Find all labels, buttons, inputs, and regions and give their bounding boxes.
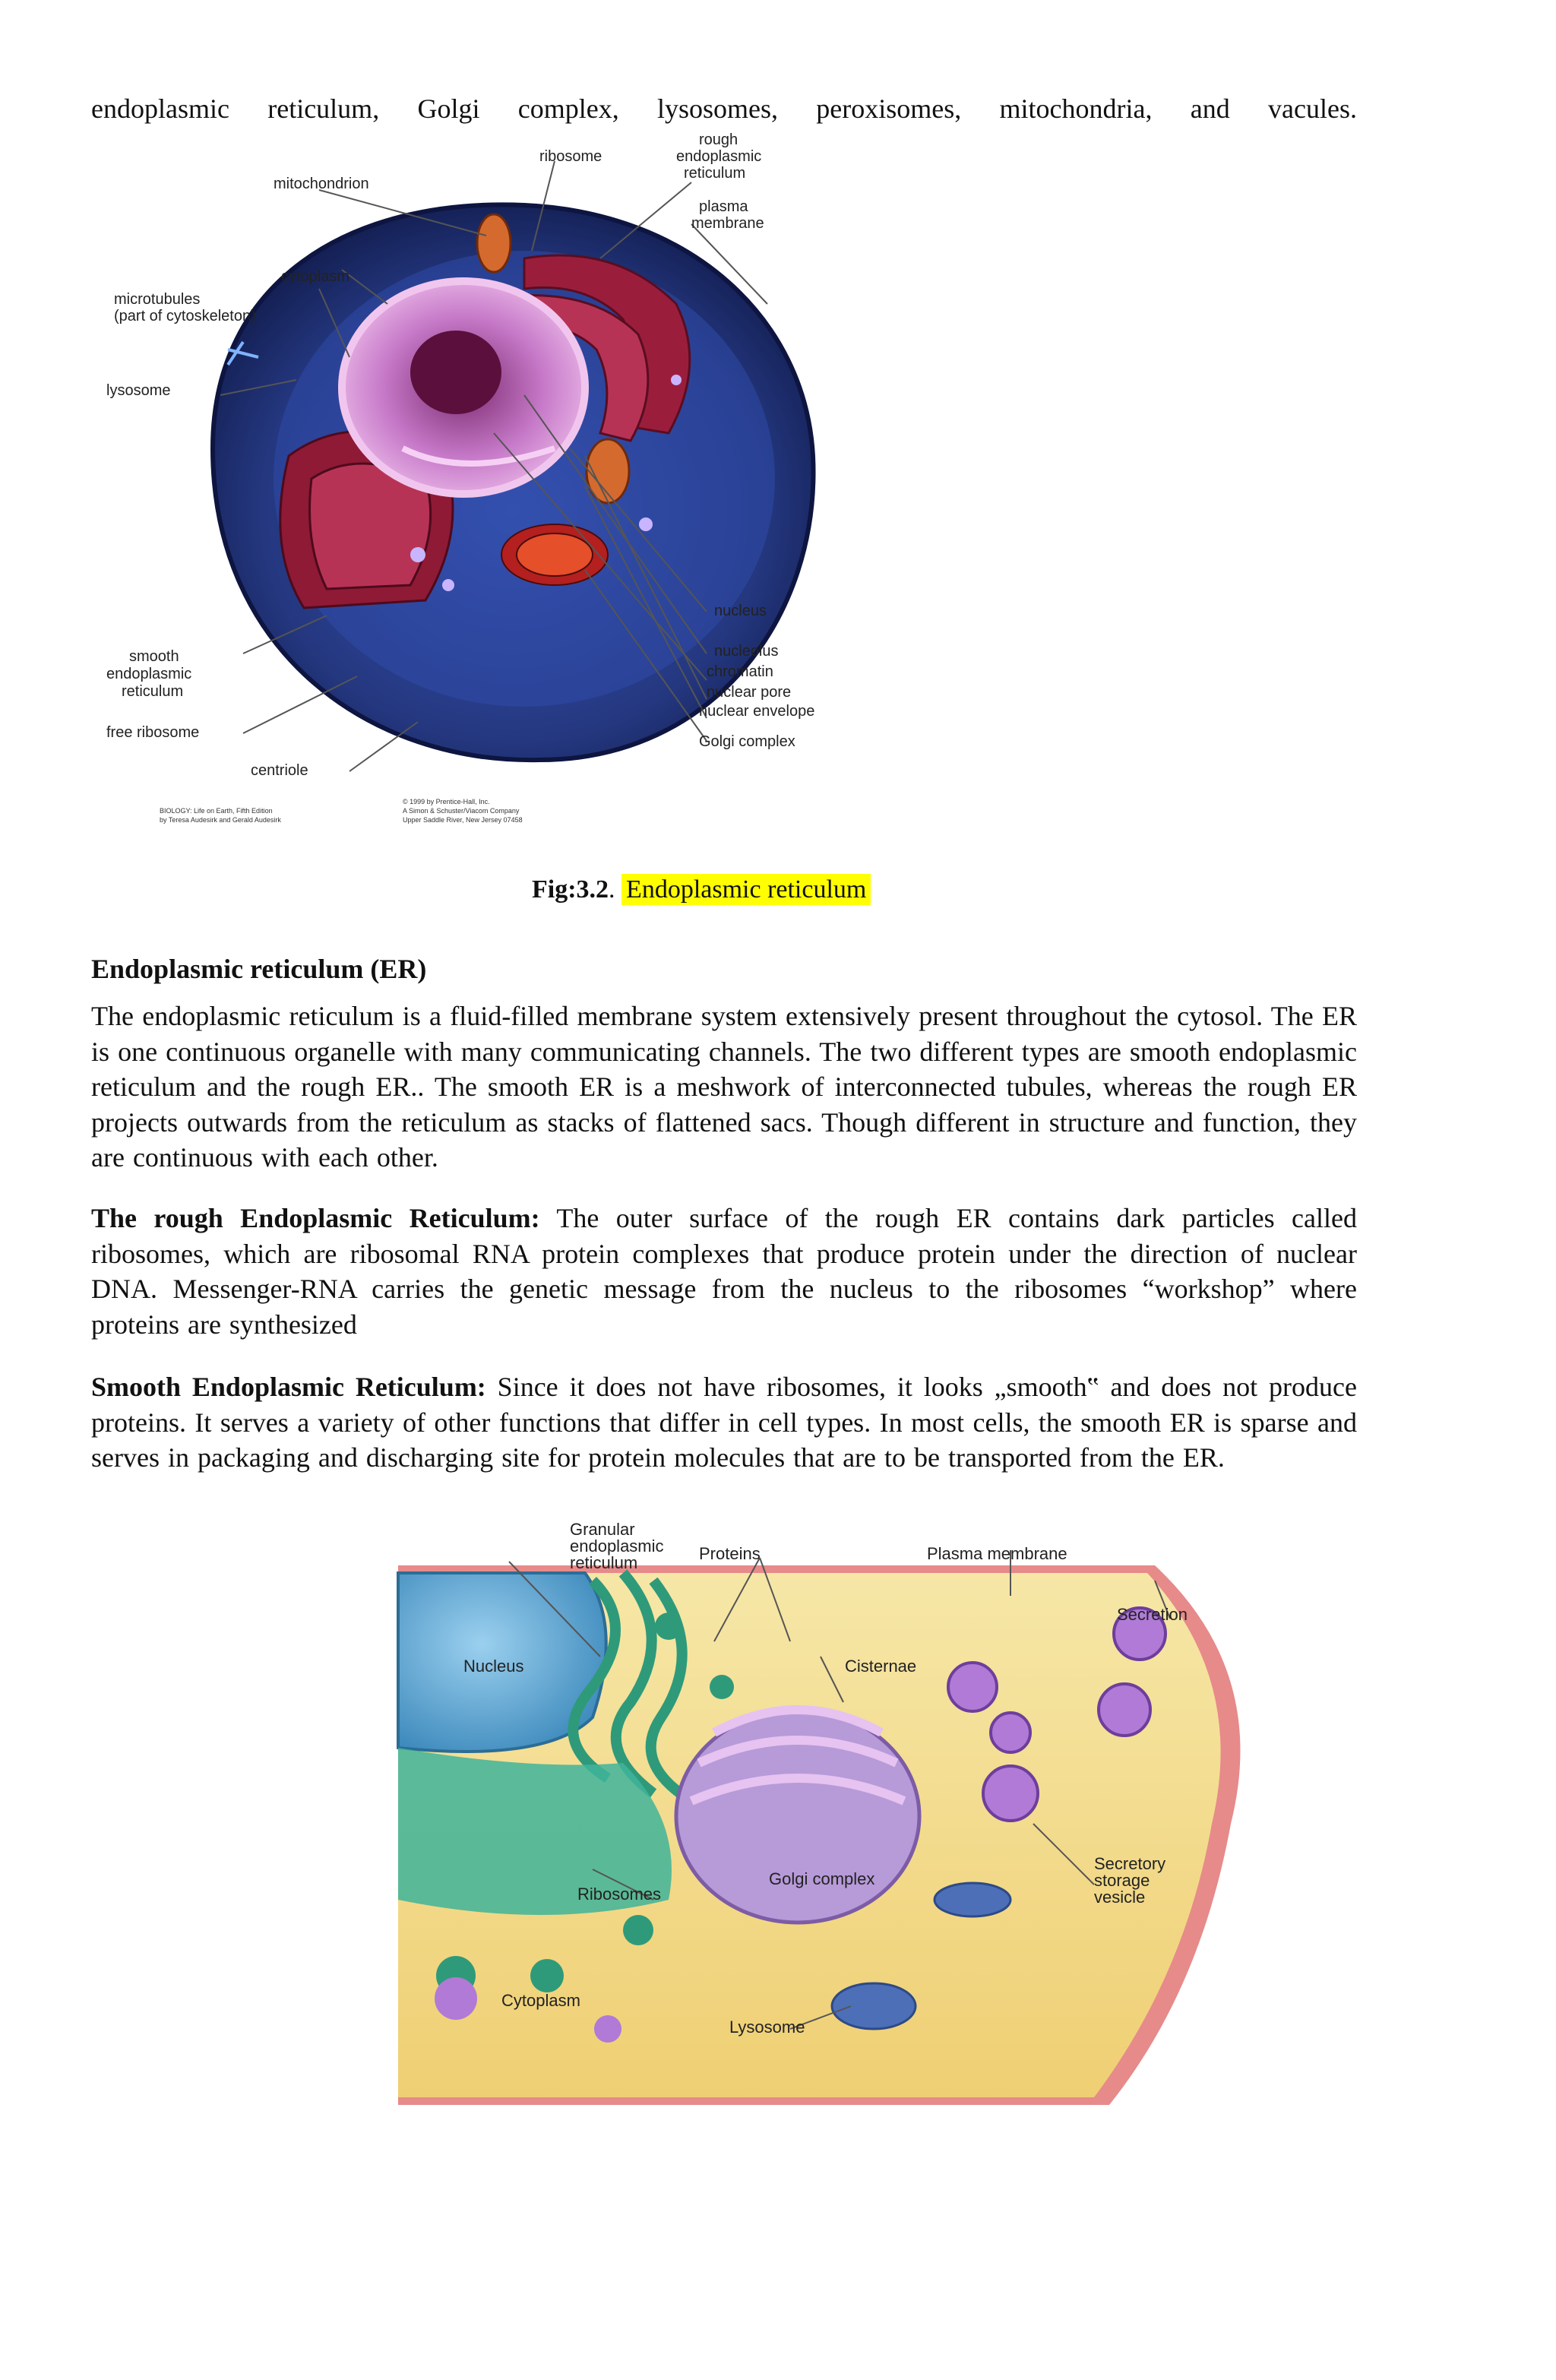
svg-text:Secretion: Secretion <box>1117 1605 1188 1624</box>
nucleus <box>342 281 585 494</box>
top-text-line: endoplasmic reticulum, Golgi complex, lysosomes, peroxisomes, mitochondria, and vacules. <box>91 93 1357 124</box>
secretory-pathway-figure <box>395 1505 1261 2113</box>
svg-text:nucleolus: nucleolus <box>714 643 779 660</box>
svg-text:endoplasmic: endoplasmic <box>570 1537 664 1556</box>
er-paragraph: The endoplasmic reticulum is a fluid-filled membrane system extensively present throughout the cytosol. The ER is one continuous organelle with many communicating channels. The two different types are smooth endoplasmic reticulum and the rough ER.. The smooth ER is a meshwork of interconnected tubules, whereas the rough ER projects outwards from the reticulum as stacks of flattened sacs. Though different in structure and function, they are continuous with each other. <box>91 1001 1357 1173</box>
svg-text:endoplasmic: endoplasmic <box>676 148 762 165</box>
svg-text:Golgi complex: Golgi complex <box>769 1869 875 1888</box>
svg-text:Nucleus: Nucleus <box>463 1657 524 1676</box>
svg-text:Cytoplasm: Cytoplasm <box>501 1991 580 2010</box>
svg-text:centriole: centriole <box>251 762 308 779</box>
svg-text:Secretory: Secretory <box>1094 1854 1166 1873</box>
svg-text:plasma: plasma <box>699 198 748 215</box>
rough-er-heading: The rough Endoplasmic Reticulum: <box>91 1203 540 1233</box>
svg-text:nucleus: nucleus <box>714 603 767 619</box>
svg-text:reticulum: reticulum <box>122 683 184 700</box>
svg-text:BIOLOGY: Life on Earth, Fifth: BIOLOGY: Life on Earth, Fifth Edition <box>160 807 273 815</box>
rough-er-paragraph <box>91 1201 1357 1342</box>
mitochondrion-shape <box>477 214 511 272</box>
svg-text:Ribosomes: Ribosomes <box>577 1885 662 1904</box>
smooth-er-paragraph <box>91 1369 1357 1476</box>
svg-text:Lysosome: Lysosome <box>729 2018 805 2037</box>
smooth-er-heading: Smooth Endoplasmic Reticulum: <box>91 1372 486 1402</box>
svg-text:Proteins: Proteins <box>699 1544 761 1563</box>
er-heading: Endoplasmic reticulum (ER) <box>91 954 427 984</box>
svg-text:rough: rough <box>699 131 738 148</box>
svg-text:A Simon & Schuster/Viacom Comp: A Simon & Schuster/Viacom Company <box>403 807 520 815</box>
svg-text:smooth: smooth <box>129 648 179 665</box>
svg-text:chromatin: chromatin <box>707 663 773 680</box>
animal-cell-figure <box>99 129 904 843</box>
svg-text:cytoplasm: cytoplasm <box>281 268 350 285</box>
golgi-shape-2 <box>676 1710 919 1923</box>
golgi-shape <box>501 524 608 585</box>
caption-separator: . <box>609 875 615 904</box>
svg-text:free ribosome: free ribosome <box>106 724 200 741</box>
svg-text:Cisternae: Cisternae <box>845 1657 917 1676</box>
smooth-er-text: Since it does not have ribosomes, it looks „smooth‟ and does not produce proteins. It serves a variety of other functions that differ in cell types. In most cells, the smooth ER is sparse and serves in packaging and discharging site for protein molecules that are to be transported from the ER. <box>91 1372 1357 1473</box>
svg-text:© 1999 by Prentice-Hall, Inc.: © 1999 by Prentice-Hall, Inc. <box>403 798 490 805</box>
svg-text:Granular: Granular <box>570 1520 635 1539</box>
svg-text:membrane: membrane <box>691 215 764 232</box>
svg-text:vesicle: vesicle <box>1094 1888 1146 1907</box>
svg-text:storage: storage <box>1094 1871 1150 1890</box>
caption-label: Fig:3.2 <box>532 875 609 904</box>
figure-caption <box>532 875 871 904</box>
svg-text:nuclear envelope: nuclear envelope <box>699 703 815 720</box>
svg-text:by Teresa Audesirk and Gerald: by Teresa Audesirk and Gerald Audesirk <box>160 816 281 824</box>
svg-text:ribosome: ribosome <box>539 148 602 165</box>
caption-title: Endoplasmic reticulum <box>621 874 871 905</box>
svg-text:reticulum: reticulum <box>570 1553 638 1572</box>
svg-text:lysosome: lysosome <box>106 382 171 399</box>
svg-text:Golgi complex: Golgi complex <box>699 733 795 750</box>
svg-text:Plasma membrane: Plasma membrane <box>927 1544 1067 1563</box>
svg-text:reticulum: reticulum <box>684 165 746 182</box>
rough-er-text: The outer surface of the rough ER contains dark particles called ribosomes, which are ribosomal RNA protein complexes that produce protein under the direction of nuclear DNA. Messenger-RNA carries the genetic message from the nucleus to the ribosomes “workshop” where proteins are synthesized <box>91 1203 1357 1340</box>
svg-text:(part of cytoskeleton): (part of cytoskeleton) <box>114 308 256 324</box>
svg-text:nuclear pore: nuclear pore <box>707 684 792 701</box>
svg-text:microtubules: microtubules <box>114 291 201 308</box>
svg-text:endoplasmic: endoplasmic <box>106 666 192 682</box>
svg-text:mitochondrion: mitochondrion <box>274 176 369 192</box>
svg-text:Upper Saddle River, New Jersey: Upper Saddle River, New Jersey 07458 <box>403 816 523 824</box>
